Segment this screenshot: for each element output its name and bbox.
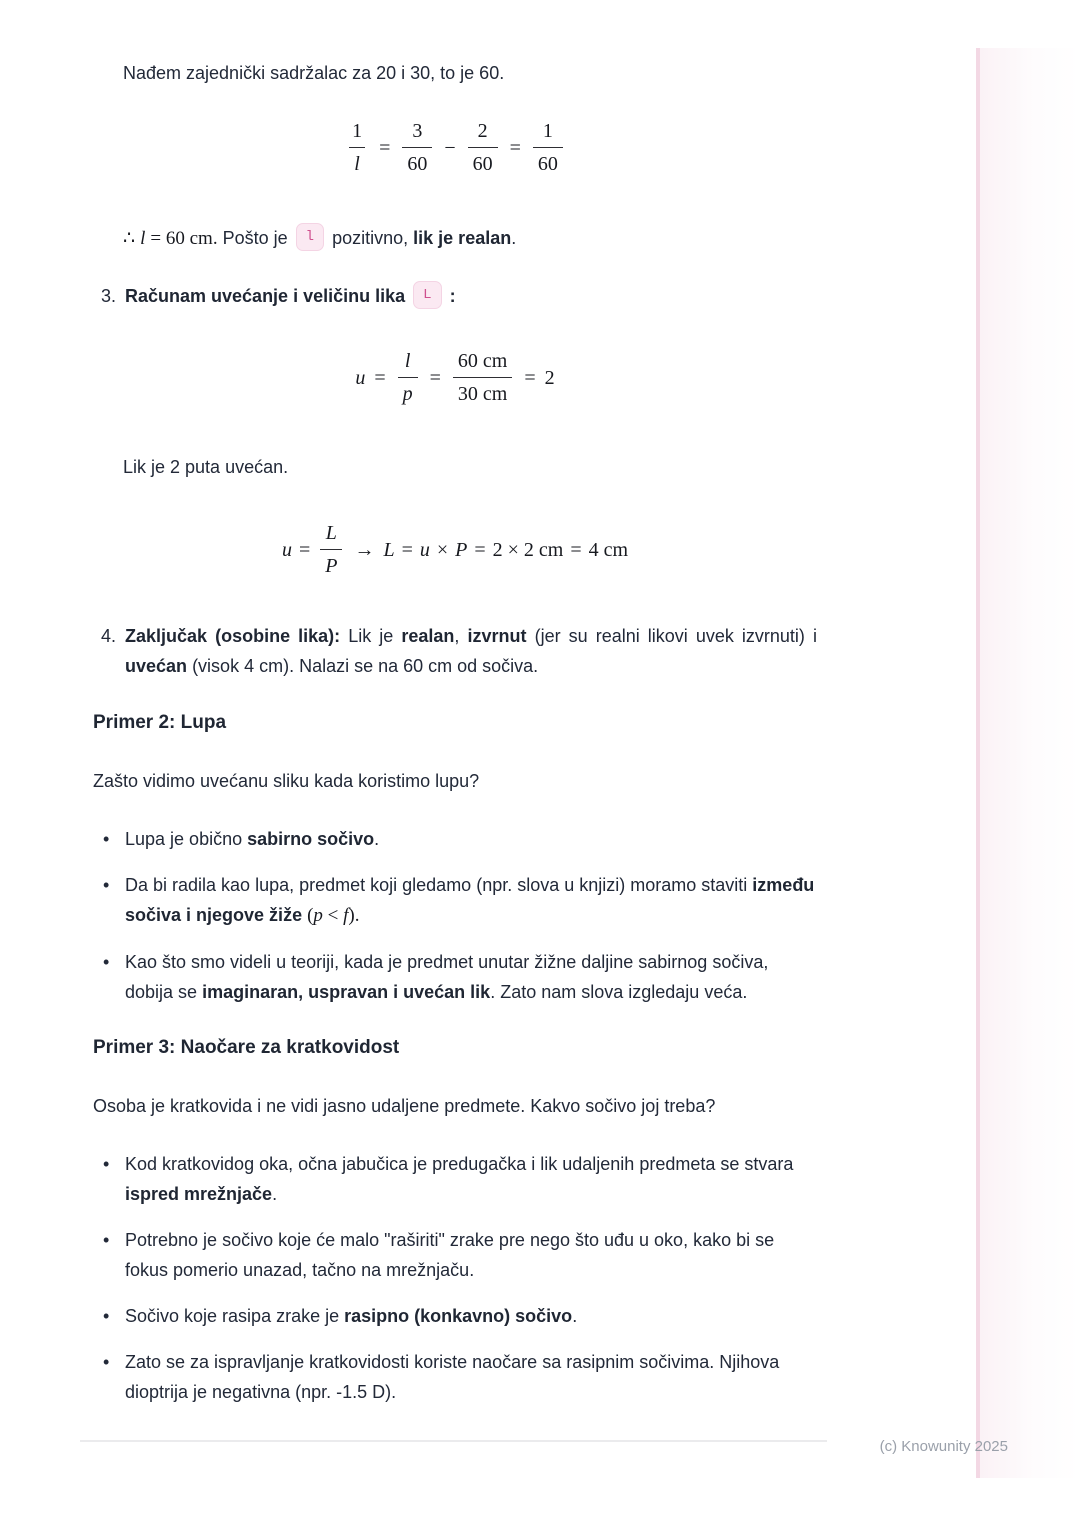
- document-content: [93, 0, 817, 1442]
- paragraph-common-denominator: [123, 58, 817, 88]
- math-variable-u: u: [355, 366, 366, 389]
- paragraph-kratkovidost-question: Osoba je kratkovida i ne vidi jasno udaljene predmete. Kakvo sočivo joj treba?: [93, 1096, 716, 1117]
- result-value: 2: [544, 366, 555, 389]
- heading-primer-2: Primer 2: Lupa: [93, 712, 227, 734]
- multiplication-sign: ×: [436, 538, 449, 561]
- equals-sign: =: [524, 366, 536, 389]
- list-item: • Kod kratkovidog oka, očna jabučica je predugačka i lik udaljenih predmeta se stvara ispred mrežnjače.: [93, 1149, 817, 1209]
- math-variable-L: L: [383, 538, 395, 561]
- bullet-list-lupa: [93, 824, 817, 1007]
- list-item: • Sočivo koje rasipa zrake je rasipno (konkavno) sočivo.: [93, 1301, 817, 1331]
- list-item: • Potrebno je sočivo koje će malo "raširiti" zrake pre nego što uđu u oko, kako bi se fokus pomerio unazad, tačno na mrežnjaču.: [93, 1225, 817, 1285]
- equals-sign: =: [401, 538, 413, 561]
- list-number: 3.: [101, 286, 117, 306]
- equals-sign: =: [374, 366, 386, 389]
- list-item-4: 4. Zaključak (osobine lika): Lik je realan, izvrnut (jer su realni likovi uvek izvrnuti) i uvećan (visok 4 cm). Nalazi se na 60 cm od sočiva.: [93, 621, 817, 681]
- equals-sign: =: [379, 136, 391, 159]
- fraction: $\frac{1}{l}$: [347, 118, 367, 177]
- equals-sign: =: [570, 538, 582, 561]
- list-item: • Kao što smo videli u teoriji, kada je predmet unutar žižne daljine sabirnog sočiva, dobija se imaginaran, uspravan i uvećan lik. Zato nam slova izgledaju veća.: [93, 947, 817, 1007]
- bullet-list-kratkovidost: [93, 1149, 817, 1407]
- math-variable-u: u: [281, 538, 292, 561]
- equals-sign: =: [298, 538, 311, 561]
- paragraph-lupa-question: Zašto vidimo uvećanu sliku kada koristimo lupu?: [93, 771, 480, 792]
- heading-primer-3: Primer 3: Naočare za kratkovidost: [93, 1037, 400, 1059]
- list-item: • Zato se za ispravljanje kratkovidosti koriste naočare sa rasipnim sočivima. Njihova dioptrija je negativna (npr. -1.5 D).: [93, 1347, 817, 1407]
- equals-sign: =: [509, 136, 521, 159]
- list-number: 4.: [101, 626, 117, 647]
- list-item: • Lupa je obično sabirno sočivo.: [93, 824, 817, 854]
- math-variable-l: l: [140, 228, 146, 249]
- math-variable-p: p: [313, 905, 323, 927]
- arrow-right-icon: →: [354, 538, 375, 561]
- fraction: $\frac{1}{60}$: [533, 118, 563, 177]
- minus-sign: −: [444, 136, 456, 159]
- formula-image-size: u = $\frac{L}{P}$ → L = u × P = 2 × 2 cm = 4 cm: [281, 522, 629, 578]
- fraction: $\frac{L}{P}$: [320, 520, 342, 579]
- result-value: 4 cm: [588, 538, 629, 561]
- formula-magnification: [93, 348, 817, 407]
- math-inline: (p < f).: [307, 905, 360, 927]
- formula-lens-equation: [93, 118, 817, 177]
- equals-sign: =: [474, 538, 486, 561]
- paragraph-text: Nađem zajednički sadržalac za 20 i 30, to je 60.: [123, 63, 505, 83]
- fraction: $\frac{2}{60}$: [468, 118, 498, 177]
- divider: [80, 1440, 827, 1442]
- next-page-edge: [976, 48, 1080, 1478]
- paragraph-therefore: ∴ l = 60 cm. Pošto je l pozitivno, lik je realan.: [123, 223, 817, 254]
- paragraph-magnified: Lik je 2 puta uvećan.: [123, 457, 289, 478]
- footer-copyright: (c) Knowunity 2025: [879, 1438, 1008, 1455]
- equals-sign: =: [429, 366, 441, 389]
- inline-code-L-badge: L: [413, 281, 441, 309]
- list-item-3: 3. Računam uvećanje i veličinu lika L :: [93, 281, 817, 311]
- math-variable-f: f: [343, 905, 349, 927]
- fraction: $\frac{3}{60}$: [402, 118, 432, 177]
- list-item: • Da bi radila kao lupa, predmet koji gledamo (npr. slova u knjizi) moramo staviti između sočiva i njegove žiže (p < f).: [93, 870, 817, 931]
- fraction: $\frac{l}{p}$: [398, 348, 418, 407]
- conclusion-label: Zaključak (osobine lika):: [125, 626, 341, 647]
- fraction: $\frac{60 cm}{30 cm}$: [453, 348, 512, 407]
- step-3-label: Računam uvećanje i veličinu lika: [125, 286, 406, 306]
- therefore-symbol: ∴: [123, 228, 136, 249]
- inline-code-l-badge: l: [296, 223, 324, 251]
